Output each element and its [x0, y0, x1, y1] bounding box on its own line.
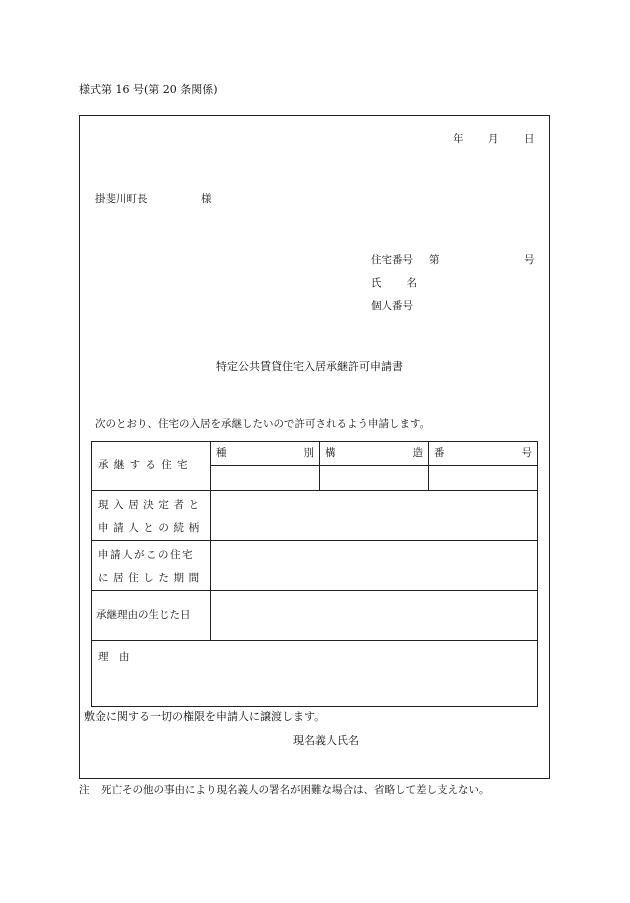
- deposit-statement: 敷金に関する一切の権限を申請人に譲渡します。: [84, 710, 326, 723]
- col-structure-first: 構: [325, 447, 336, 459]
- col-type-second: 別: [303, 447, 314, 459]
- name-label: [371, 278, 417, 289]
- period-label-line1: 申請人がこの住宅: [98, 549, 194, 561]
- name-label-first: 氏: [371, 277, 382, 289]
- table-line: [319, 441, 320, 490]
- current-tenant-label: 現名義人氏名: [293, 734, 359, 747]
- table-line: [210, 441, 211, 640]
- reason-label: 理 由: [98, 651, 130, 663]
- col-number-header: [434, 448, 532, 459]
- col-type-first: 種: [216, 447, 227, 459]
- reason-date-label: 承継理由の生じた日: [96, 609, 191, 621]
- note-label: 注: [79, 784, 90, 796]
- col-structure-header: [325, 448, 423, 459]
- housing-number-suffix: 号: [524, 254, 535, 266]
- col-number-second: 号: [521, 447, 532, 459]
- note-text: 死亡その他の事由により現名義人の署名が困難な場合は、省略して差し支えない。: [101, 784, 490, 796]
- housing-number-prefix: 第: [429, 254, 440, 266]
- personal-number-label: 個人番号: [371, 300, 413, 312]
- table-line: [428, 441, 429, 490]
- date-year-label: 年: [453, 133, 464, 145]
- table-line: [91, 490, 538, 491]
- table-line: [91, 590, 538, 591]
- col-structure-second: 造: [412, 447, 423, 459]
- table-line: [210, 465, 538, 466]
- date-month-label: 月: [488, 133, 499, 145]
- document-title: 特定公共賃貸住宅入居承継許可申請書: [216, 360, 403, 373]
- col-number-first: 番: [434, 447, 445, 459]
- date-day-label: 日: [524, 133, 535, 145]
- addressee-name: 掛斐川町長: [95, 193, 148, 205]
- housing-number-label: 住宅番号: [371, 254, 413, 266]
- form-number: 様式第 16 号(第 20 条関係): [79, 83, 218, 96]
- name-label-second: 名: [406, 277, 417, 289]
- housing-label-text: 承継する住宅: [98, 459, 193, 471]
- housing-label: [98, 460, 203, 471]
- table-line: [91, 540, 538, 541]
- intro-text: 次のとおり、住宅の入居を承継したいので許可されるよう申請します。: [95, 418, 431, 430]
- relation-label-line1: 現入居決定者と: [98, 499, 204, 511]
- table-line: [91, 640, 538, 641]
- period-label-line2: に居住した期間: [98, 572, 204, 584]
- col-type-header: [216, 448, 314, 459]
- relation-label-line2: 申請人との続柄: [98, 522, 204, 534]
- addressee-honorific: 様: [201, 193, 212, 205]
